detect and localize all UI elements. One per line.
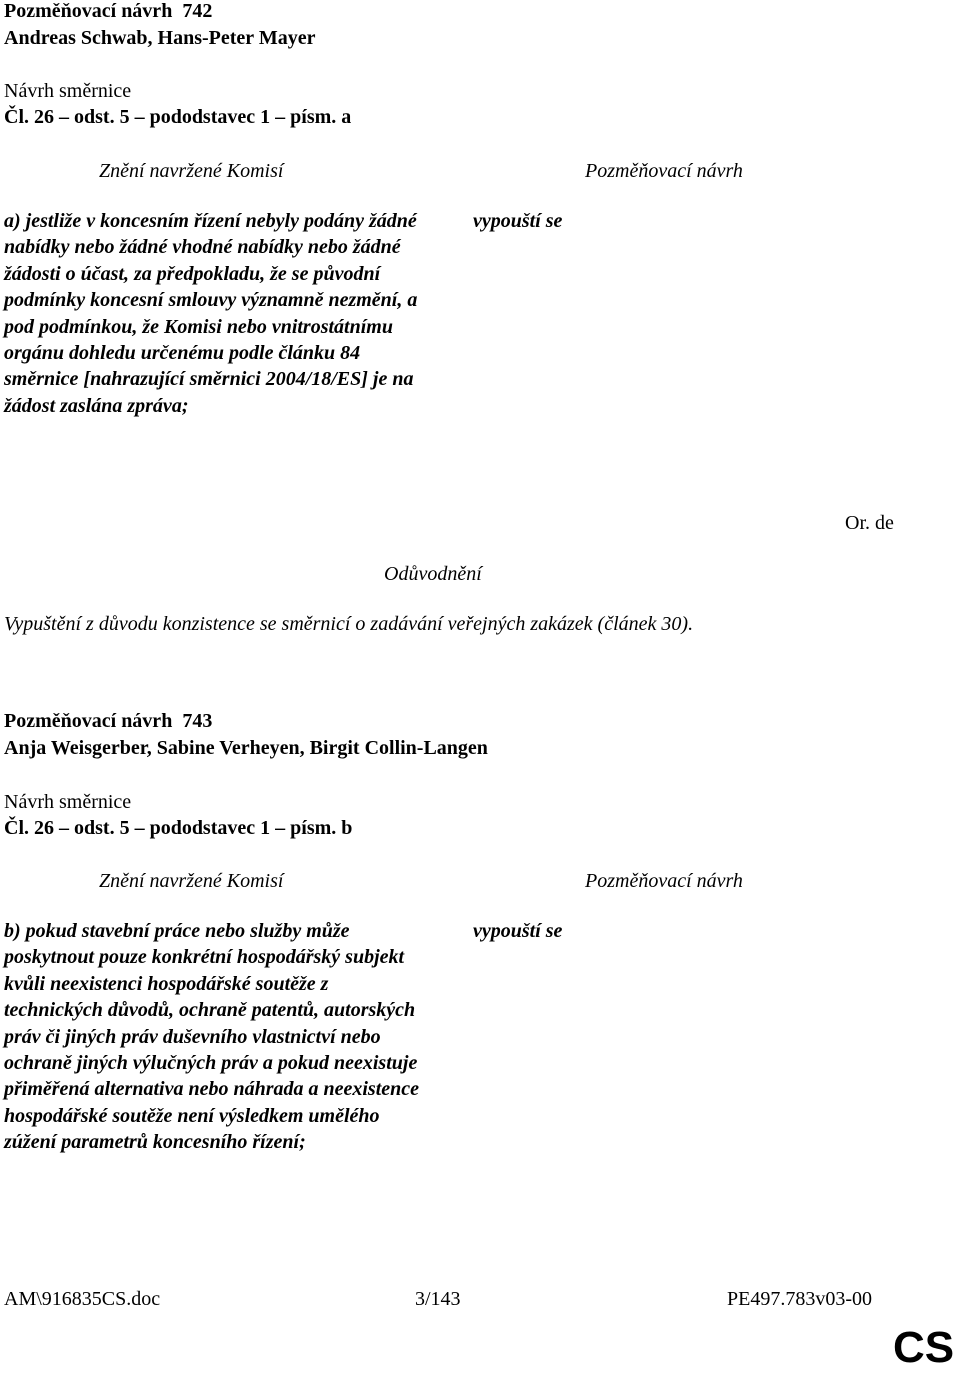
footer-pe-ref: PE497.783v03-00 (727, 1288, 872, 1310)
document-type: Návrh směrnice (4, 791, 132, 813)
footer-page-number: 3/143 (415, 1288, 461, 1310)
amendment-text-header: Pozměňovací návrh (585, 160, 743, 182)
original-language: Or. de (845, 512, 894, 534)
amendment-heading (4, 0, 212, 24)
commission-text: a) jestliže v koncesním řízení nebyly podány žádné nabídky nebo žádné vhodné nabídky nebo žádné žádosti o účast, za předpokladu, že se původní podmínky koncesní smlouvy významně nezmění, a pod podmínkou, že Komisi nebo vnitrostátnímu orgánu dohledu určenému podle článku 84 směrnice [nahrazující směrnici 2004/18/ES] je na žádost zaslána zpráva; (4, 210, 418, 417)
amendment-authors: Anja Weisgerber, Sabine Verheyen, Birgit Collin-Langen (4, 737, 488, 759)
amendment-text: vypouští se (473, 210, 563, 232)
footer-doc-ref: AM\916835CS.doc (4, 1288, 161, 1310)
commission-text-header: Znění navržené Komisí (99, 870, 284, 892)
amendment-label: Pozměňovací návrh (4, 710, 173, 732)
amendment-text: vypouští se (473, 920, 563, 942)
amendment-heading (4, 708, 212, 734)
article-reference: Čl. 26 – odst. 5 – pododstavec 1 – písm. b (4, 817, 353, 839)
justification-text: Vypuštění z důvodu konzistence se směrnicí o zadávání veřejných zakázek (článek 30). (4, 613, 694, 635)
amendment-number: 743 (182, 710, 213, 732)
justification-heading: Odůvodnění (384, 563, 482, 585)
article-reference: Čl. 26 – odst. 5 – pododstavec 1 – písm. a (4, 106, 352, 128)
commission-text: b) pokud stavební práce nebo služby může poskytnout pouze konkrétní hospodářský subjekt kvůli neexistenci hospodářské soutěže z technických důvodů, ochraně patentů, autorských práv či jiných práv duševního vlastnictví nebo ochraně jiných výlučných práv a pokud neexistuje přiměřená alternativa nebo náhrada a neexistence hospodářské soutěže není výsledkem umělého zúžení parametrů koncesního řízení; (4, 920, 419, 1154)
document-type: Návrh směrnice (4, 80, 132, 102)
footer-language-code: CS (893, 1323, 955, 1372)
amendment-number: 742 (182, 0, 213, 22)
amendment-text-header: Pozměňovací návrh (585, 870, 743, 892)
amendment-authors: Andreas Schwab, Hans-Peter Mayer (4, 27, 316, 49)
amendment-label: Pozměňovací návrh (4, 0, 173, 22)
commission-text-header: Znění navržené Komisí (99, 160, 284, 182)
